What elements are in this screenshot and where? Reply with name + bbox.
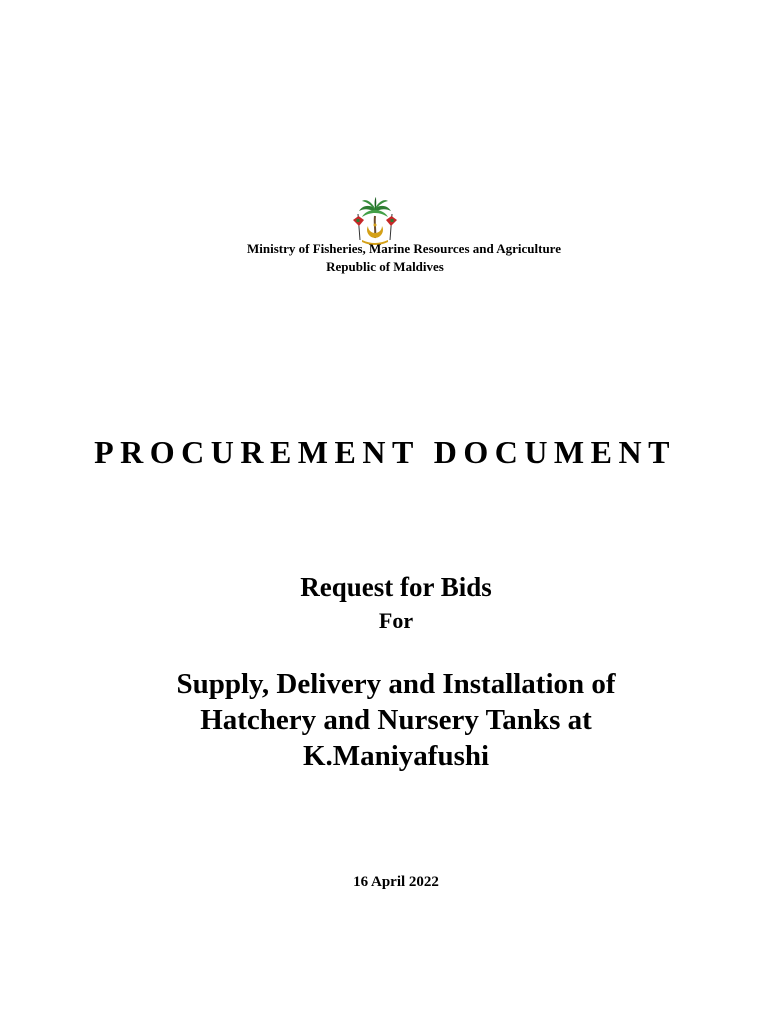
subject-line: Hatchery and Nursery Tanks at bbox=[200, 704, 592, 736]
document-date: 16 April 2022 bbox=[353, 874, 439, 890]
subject-line: K.Maniyafushi bbox=[302, 740, 490, 772]
maldives-state-emblem-icon bbox=[350, 196, 400, 246]
ministry-name: Ministry of Fisheries, Marine Resources and Agriculture bbox=[246, 241, 561, 256]
for-label: For bbox=[378, 608, 414, 633]
subject-line: Supply, Delivery and Installation of bbox=[176, 668, 616, 700]
request-for-bids-heading: Request for Bids bbox=[300, 572, 492, 602]
document-title: PROCUREMENT DOCUMENT bbox=[94, 434, 676, 470]
country-name: Republic of Maldives bbox=[326, 259, 444, 274]
